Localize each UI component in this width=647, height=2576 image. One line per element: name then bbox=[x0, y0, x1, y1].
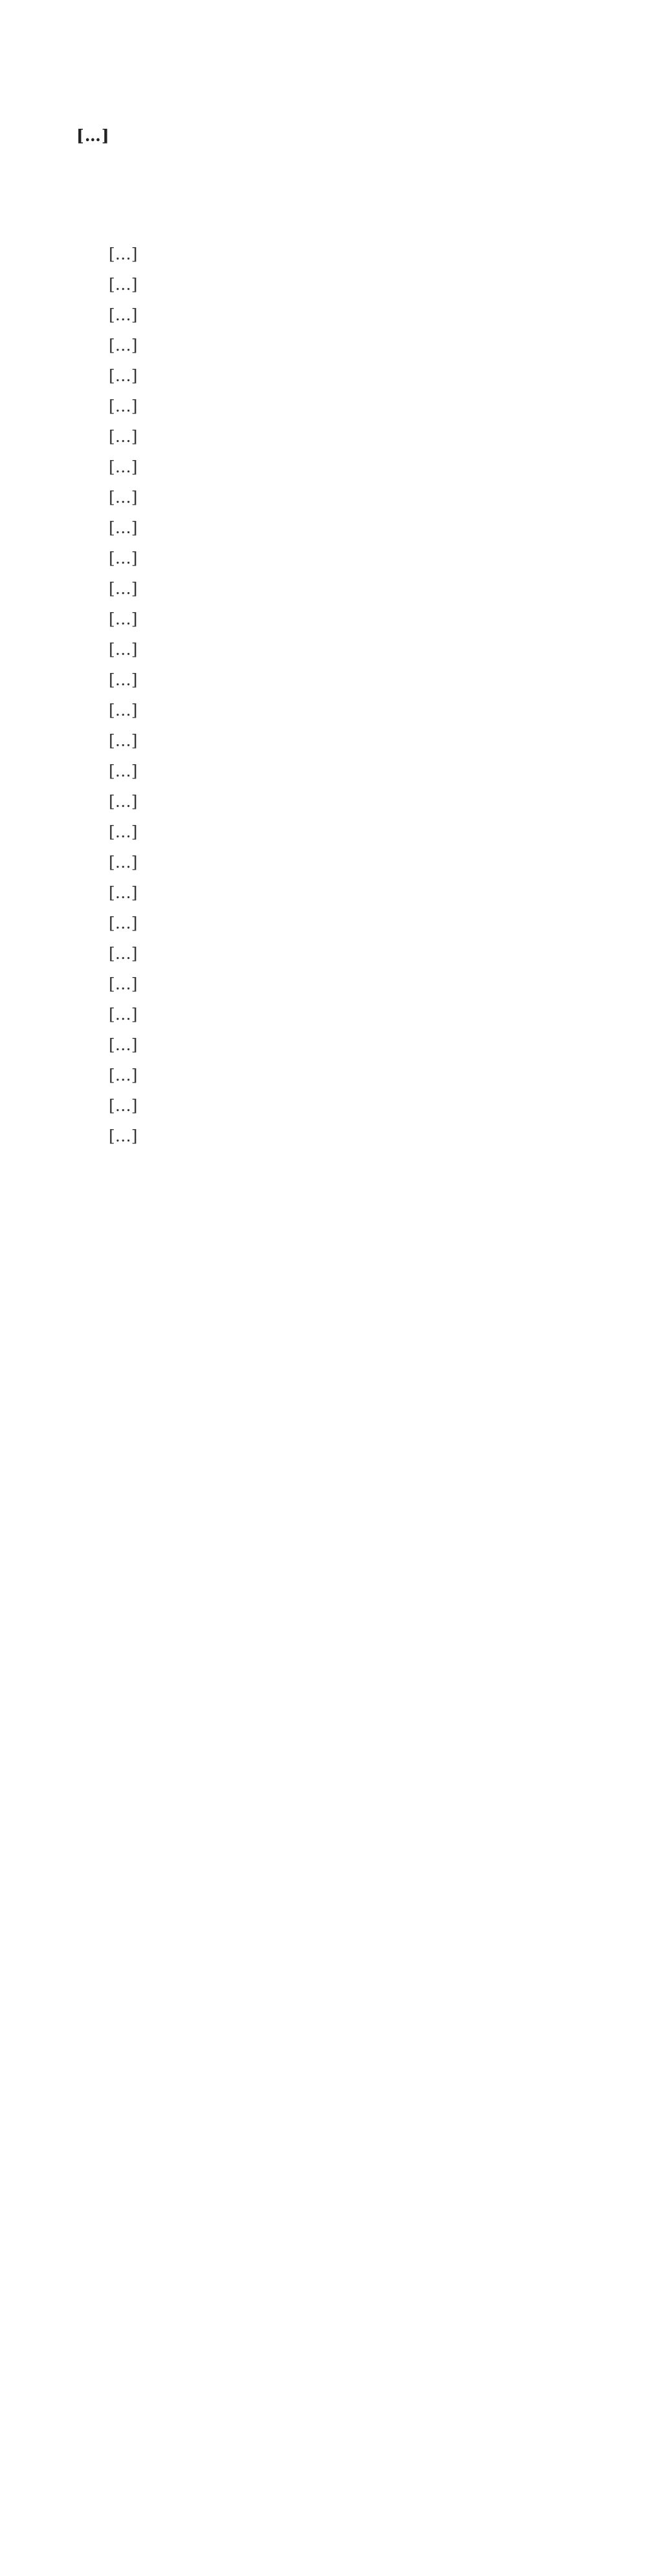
paragraph: […] bbox=[109, 914, 138, 932]
paragraph: […] bbox=[109, 366, 138, 385]
paragraph: […] bbox=[109, 731, 138, 750]
paragraph: […] bbox=[109, 670, 138, 689]
paragraph: […] bbox=[109, 944, 138, 963]
paragraph: […] bbox=[109, 1005, 138, 1024]
paragraph: […] bbox=[109, 822, 138, 841]
paragraph: […] bbox=[109, 457, 138, 476]
paragraph: […] bbox=[109, 701, 138, 720]
paragraph: […] bbox=[109, 1035, 138, 1054]
paragraph: […] bbox=[109, 336, 138, 355]
paragraph: […] bbox=[109, 1096, 138, 1115]
paragraph: […] bbox=[109, 518, 138, 537]
paragraph: […] bbox=[109, 488, 138, 507]
paragraph: […] bbox=[109, 305, 138, 324]
paragraph: […] bbox=[109, 397, 138, 415]
paragraph: […] bbox=[109, 1127, 138, 1145]
paragraph: […] bbox=[109, 762, 138, 780]
paragraph: […] bbox=[109, 579, 138, 598]
paragraph: […] bbox=[109, 974, 138, 993]
paragraph: […] bbox=[109, 610, 138, 628]
chapter-body bbox=[76, 241, 587, 1149]
paragraph: […] bbox=[109, 792, 138, 811]
paragraph: […] bbox=[109, 853, 138, 872]
paragraph: […] bbox=[109, 549, 138, 567]
paragraph: […] bbox=[109, 275, 138, 294]
chapter-title: […] bbox=[76, 126, 110, 145]
paragraph: […] bbox=[109, 245, 138, 263]
paragraph: […] bbox=[109, 883, 138, 902]
paragraph: […] bbox=[109, 640, 138, 659]
paragraph: […] bbox=[109, 1066, 138, 1084]
paragraph: […] bbox=[109, 427, 138, 446]
